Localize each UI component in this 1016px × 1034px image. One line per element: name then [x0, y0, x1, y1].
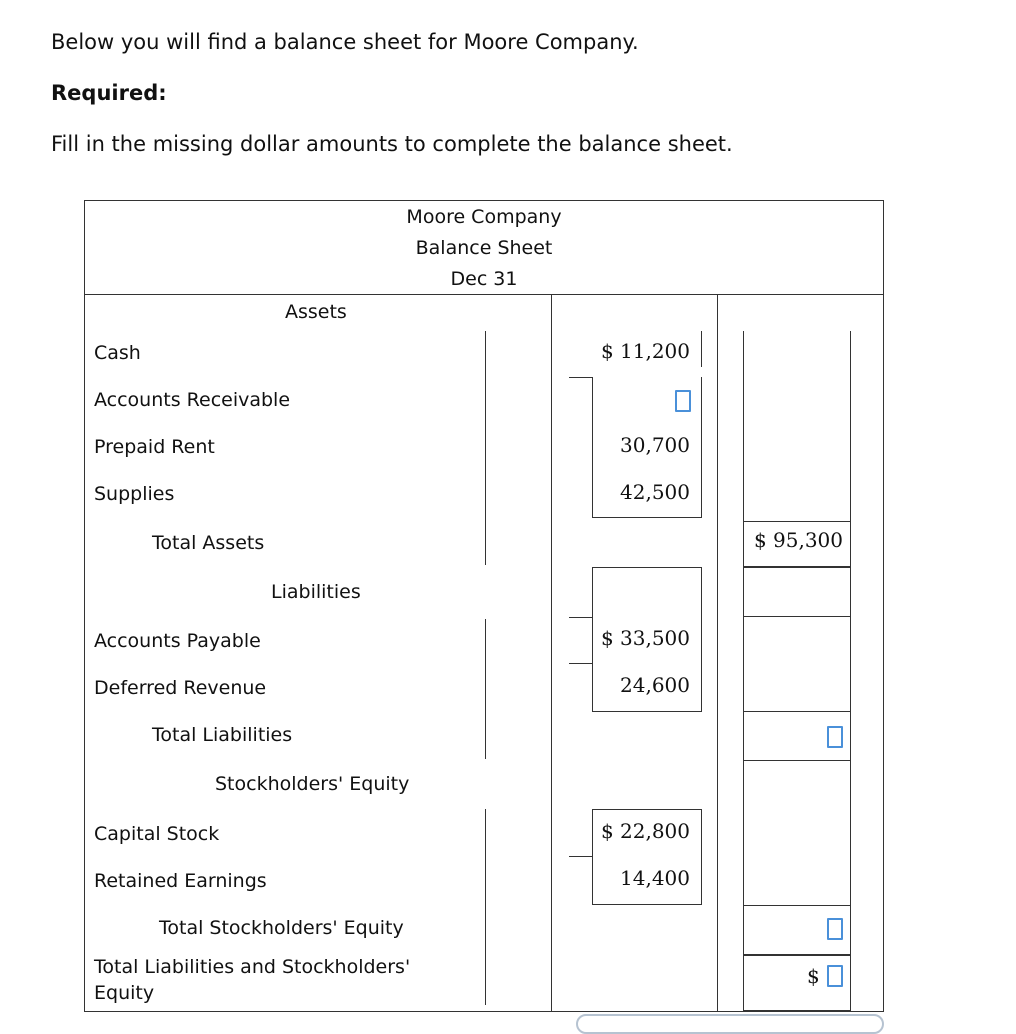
total-liabilities-label: Total Liabilities	[152, 724, 293, 746]
total-assets-value: $ 95,300	[753, 528, 843, 552]
accounts-receivable-label: Accounts Receivable	[94, 389, 291, 411]
submit-button[interactable]	[576, 1014, 884, 1034]
total-equity-input[interactable]	[827, 918, 843, 940]
prepaid-rent-value: 30,700	[620, 433, 690, 457]
retained-earnings-value: 14,400	[620, 866, 690, 890]
instruction-text: Fill in the missing dollar amounts to complete the balance sheet.	[51, 132, 733, 156]
total-assets-label: Total Assets	[152, 532, 265, 554]
required-heading: Required:	[51, 81, 167, 105]
balance-sheet	[84, 200, 884, 1012]
supplies-value: 42,500	[620, 480, 690, 504]
guide-line	[701, 331, 702, 367]
deferred-revenue-label: Deferred Revenue	[94, 677, 267, 699]
guide-line	[485, 331, 486, 565]
liabilities-heading: Liabilities	[271, 581, 361, 603]
accounts-receivable-input[interactable]	[675, 390, 691, 412]
retained-earnings-label: Retained Earnings	[94, 870, 267, 892]
bracket-tick	[569, 617, 593, 618]
prepaid-rent-label: Prepaid Rent	[94, 436, 215, 458]
guide-line	[485, 809, 486, 1005]
grand-total-currency: $	[807, 964, 820, 988]
grand-total-label-line2: Equity	[94, 982, 155, 1004]
total-cell-spacer	[743, 567, 851, 617]
cash-value: $ 11,200	[600, 339, 690, 363]
total-equity-label: Total Stockholders' Equity	[159, 917, 404, 939]
header-divider	[85, 294, 883, 295]
statement-title: Balance Sheet	[415, 237, 553, 259]
guide-line	[485, 619, 486, 759]
accounts-payable-label: Accounts Payable	[94, 630, 261, 652]
grand-total-label-line1: Total Liabilities and Stockholders'	[94, 956, 411, 978]
statement-date: Dec 31	[450, 268, 518, 290]
assets-heading: Assets	[285, 301, 347, 323]
cash-label: Cash	[94, 342, 141, 364]
column-divider	[717, 294, 718, 1012]
deferred-revenue-value: 24,600	[620, 673, 690, 697]
accounts-payable-value: $ 33,500	[600, 626, 690, 650]
column-divider	[551, 294, 552, 1012]
intro-text: Below you will find a balance sheet for Moore Company.	[51, 30, 639, 54]
total-liabilities-input[interactable]	[827, 726, 843, 748]
bracket-tick	[569, 377, 593, 378]
equity-heading: Stockholders' Equity	[215, 773, 410, 795]
bracket-tick	[569, 856, 593, 857]
capital-stock-value: $ 22,800	[600, 819, 690, 843]
bracket-tick	[569, 663, 593, 664]
supplies-label: Supplies	[94, 483, 175, 505]
capital-stock-label: Capital Stock	[94, 823, 220, 845]
grand-total-input[interactable]	[827, 965, 843, 987]
company-name: Moore Company	[406, 206, 562, 228]
